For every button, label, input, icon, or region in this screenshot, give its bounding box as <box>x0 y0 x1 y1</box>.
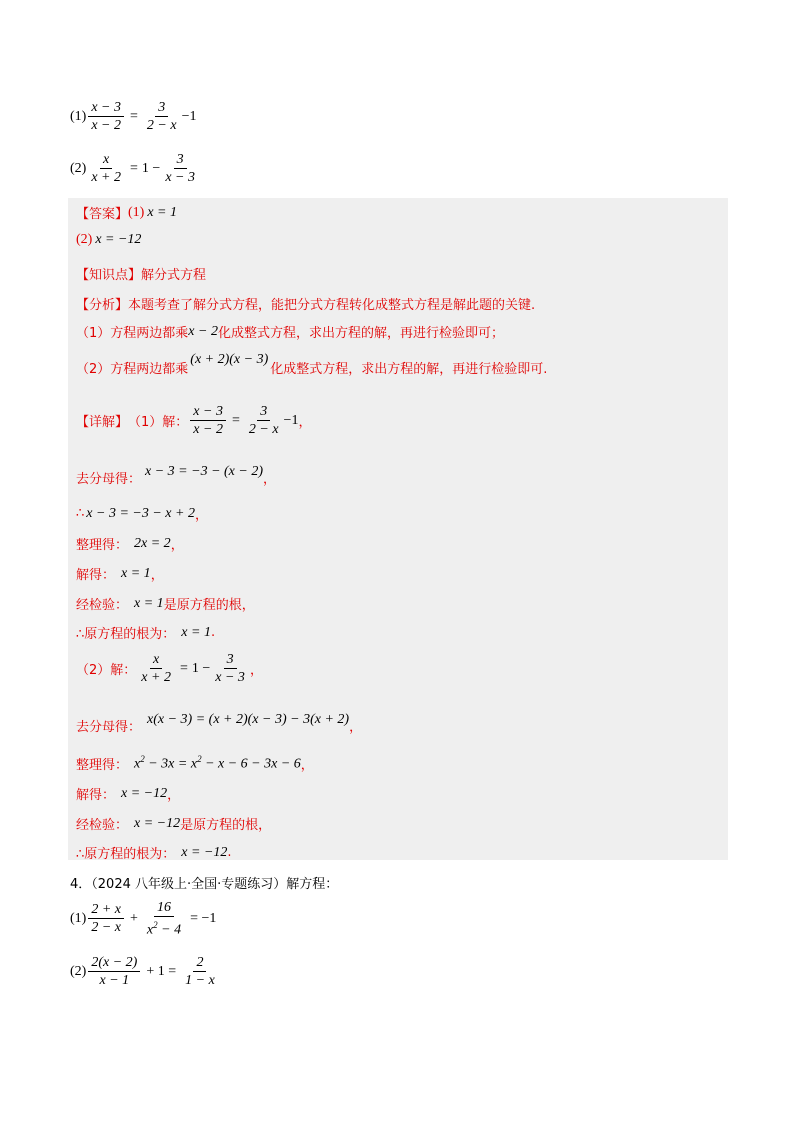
q4-part-1: (1) $\frac{2 + x}{2 - x}$ + $\frac{16}{x^2 - 4}$ = −1 <box>70 900 217 938</box>
answer-line-1: 【答案】 (1) x = 1 <box>76 204 178 222</box>
detail-line-2: （2）解： $\frac{x}{x + 2}$ = 1 − $\frac{3}{x - 3}$ ， <box>76 652 263 685</box>
detail-step: 解得： x = 1 ， <box>76 565 164 583</box>
analysis-step-2: （2）方程两边都乘 (x + 2)(x − 3) 化成整式方程，求出方程的解，再进行检验即可. <box>76 351 548 377</box>
fraction: $\frac{2 + x}{2 - x}$ <box>88 902 124 935</box>
knowledge-line <box>76 264 206 283</box>
fraction: $\frac{3}{2 - x}$ <box>248 404 279 437</box>
prev-part-1: (1) $\frac{x - 3}{x - 2}$ = $\frac{3}{2 - x}$ −1 <box>70 100 197 133</box>
detail-step: 整理得： $x^2 - 3x = x^2 - x - 6 - 3x - 6$ ， <box>76 754 314 773</box>
part-index: (2) <box>70 160 87 176</box>
answer-2: x = −12 <box>95 232 142 247</box>
part-index: (1) <box>70 910 87 926</box>
fraction: $\frac{3}{x - 3}$ <box>215 652 245 685</box>
detail-step: ∴ x − 3 = −3 − x + 2 ， <box>76 505 208 523</box>
analysis-step-1: （1）方程两边都乘 x − 2 化成整式方程，求出方程的解，再进行检验即可； <box>76 323 504 341</box>
analysis-label: 【分析】 <box>76 298 129 313</box>
fraction: $\frac{2}{1 - x}$ <box>185 955 215 988</box>
detail-step: 解得： x = −12 ， <box>76 785 181 803</box>
detail-label: 【详解】 <box>76 415 129 430</box>
answer-1: x = 1 <box>147 204 178 220</box>
detail-step: ∴原方程的根为： x = 1 . <box>76 624 216 642</box>
analysis-line <box>76 294 535 313</box>
part-index: (1) <box>70 108 87 124</box>
detail-step: 经检验： x = 1 是原方程的根， <box>76 595 255 613</box>
fraction: $\frac{x}{x + 2}$ <box>141 652 171 685</box>
fraction: $\frac{x - 3}{x - 2}$ <box>88 100 124 133</box>
question-4-header: 4．（2024 八年级上·全国·专题练习）解方程： <box>70 877 339 892</box>
part-index: (2) <box>70 963 87 979</box>
detail-step: 整理得： 2x = 2 ， <box>76 535 184 553</box>
fraction: $\frac{x - 3}{x - 2}$ <box>190 404 226 437</box>
knowledge-label: 【知识点】 <box>76 268 142 283</box>
answer-label: 【答案】 <box>76 207 129 222</box>
knowledge-text: 解分式方程 <box>141 268 207 283</box>
detail-step: 经检验： x = −12 是原方程的根， <box>76 815 272 833</box>
answer-line-2: (2) x = −12 <box>76 232 142 247</box>
fraction: $\frac{3}{2 - x}$ <box>146 100 177 133</box>
fraction: $\frac{2(x - 2)}{x - 1}$ <box>88 955 140 988</box>
detail-line-1: 【详解】 （1）解： $\frac{x - 3}{x - 2}$ = $\frac{3}{2 - x}$ −1 ， <box>76 404 312 437</box>
q4-part-2: (2) $\frac{2(x - 2)}{x - 1}$ + 1 = $\frac{2}{1 - x}$ <box>70 955 220 988</box>
prev-part-2: (2) $\frac{x}{x + 2}$ = 1 − $\frac{3}{x - 3}$ <box>70 152 200 185</box>
fraction: $\frac{x}{x + 2}$ <box>91 152 121 185</box>
analysis-text: 本题考查了解分式方程，能把分式方程转化成整式方程是解此题的关键. <box>128 298 536 313</box>
fraction: $\frac{3}{x - 3}$ <box>165 152 195 185</box>
detail-step: 去分母得： x(x − 3) = (x + 2)(x − 3) − 3(x + 2) ， <box>76 711 363 735</box>
fraction: $\frac{16}{x^2 - 4}$ <box>146 900 182 938</box>
detail-step: ∴原方程的根为： x = −12 . <box>76 844 232 862</box>
detail-step: 去分母得： x − 3 = −3 − (x − 2) ， <box>76 463 277 487</box>
